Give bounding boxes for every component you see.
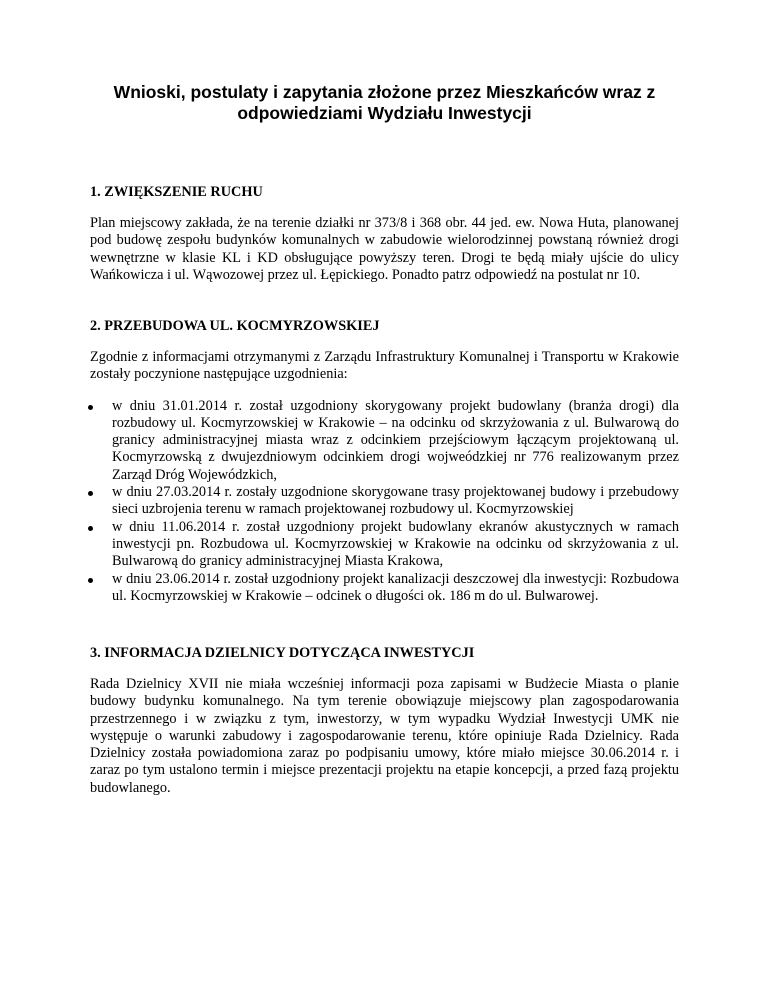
section-kocmyrzowska-rebuild xyxy=(90,317,679,605)
list-item xyxy=(91,484,679,519)
list-item-text: w dniu 23.06.2014 r. został uzgodniony projekt kanalizacji deszczowej dla inwestycji: Rozbudowa ul. Kocmyrzowskiej w Krakowie – odcinek o długości ok. 186 m do ul. Bulwarowej. xyxy=(112,570,679,604)
list-item-text: w dniu 31.01.2014 r. został uzgodniony skorygowany projekt budowlany (branża drogi) dla rozbudowy ul. Kocmyrzowskiej w Krakowie – na odcinku od skrzyżowania z ul. Bulwarową do granicy administracyjnej miasta wraz z odcinkiem przejściowym łączącym projektowaną ul. Kocmyrzowską z dwujezdniowym odcinkiem drogi wojweódzkiej nr 776 realizowanym przez Zarząd Dróg Wojewódzkich, xyxy=(112,397,679,483)
section-heading: 1. ZWIĘKSZENIE RUCHU xyxy=(90,184,263,200)
section-district-information xyxy=(90,644,679,797)
section-heading: 3. INFORMACJA DZIELNICY DOTYCZĄCA INWESTYCJI xyxy=(90,645,475,661)
list-item xyxy=(91,398,679,484)
agreements-list xyxy=(91,398,679,606)
section-paragraph: Rada Dzielnicy XVII nie miała wcześniej informacji poza zapisami w Budżecie Miasta o planie budowy budynku komunalnego. Na tym terenie obowiązuje miejscowy plan zagospodarowania przestrzennego i w związku z tym, inwestorzy, w tym wypadku Wydział Inwestycji UMK nie występuje o warunki zabudowy i zagospodarowanie terenu, które opiniuje Rada Dzielnicy. Rada Dzielnicy została powiadomiona zaraz po podpisaniu umowy, które miało miejsce 30.06.2014 r. i zaraz po tym ustalono termin i miejsce prezentacji projektu na etapie koncepcji, a przed fazą projektu budowlanego. xyxy=(90,676,679,796)
document-title: Wnioski, postulaty i zapytania złożone przez Mieszkańców wraz z odpowiedziami Wydziału Inwestycji xyxy=(113,82,656,123)
bullet-icon xyxy=(88,578,93,583)
bullet-icon xyxy=(88,491,93,496)
section-increased-traffic xyxy=(90,183,679,284)
section-paragraph: Zgodnie z informacjami otrzymanymi z Zarządu Infrastruktury Komunalnej i Transportu w Krakowie zostały poczynione następujące uzgodnienia: xyxy=(90,349,679,383)
section-paragraph: Plan miejscowy zakłada, że na terenie działki nr 373/8 i 368 obr. 44 jed. ew. Nowa Huta, planowanej pod budowę zespołu budynków komunalnych w zabudowie wielorodzinnej powstaną również drogi wewnętrzne w klasie KL i KD obsługujące powyższy teren. Drogi te będą miały ujście do ulicy Wańkowicza i ul. Wąwozowej przez ul. Łępickiego. Ponadto patrz odpowiedź na postulat nr 10. xyxy=(90,215,679,283)
list-item-text: w dniu 27.03.2014 r. zostały uzgodnione skorygowane trasy projektowanej budowy i przebudowy sieci uzbrojenia terenu w ramach projektowanej rozbudowy ul. Kocmyrzowskiej xyxy=(112,484,679,518)
section-heading: 2. PRZEBUDOWA UL. KOCMYRZOWSKIEJ xyxy=(90,318,380,334)
list-item-text: w dniu 11.06.2014 r. został uzgodniony projekt budowlany ekranów akustycznych w ramach inwestycji pn. Rozbudowa ul. Kocmyrzowskiej w Krakowie na odcinku od skrzyżowania z ul. Bulwarową do granicy administracyjnej Miasta Krakowa, xyxy=(112,518,679,570)
list-item xyxy=(91,519,679,571)
bullet-icon xyxy=(88,526,93,531)
list-item xyxy=(91,571,679,606)
bullet-icon xyxy=(88,405,93,410)
